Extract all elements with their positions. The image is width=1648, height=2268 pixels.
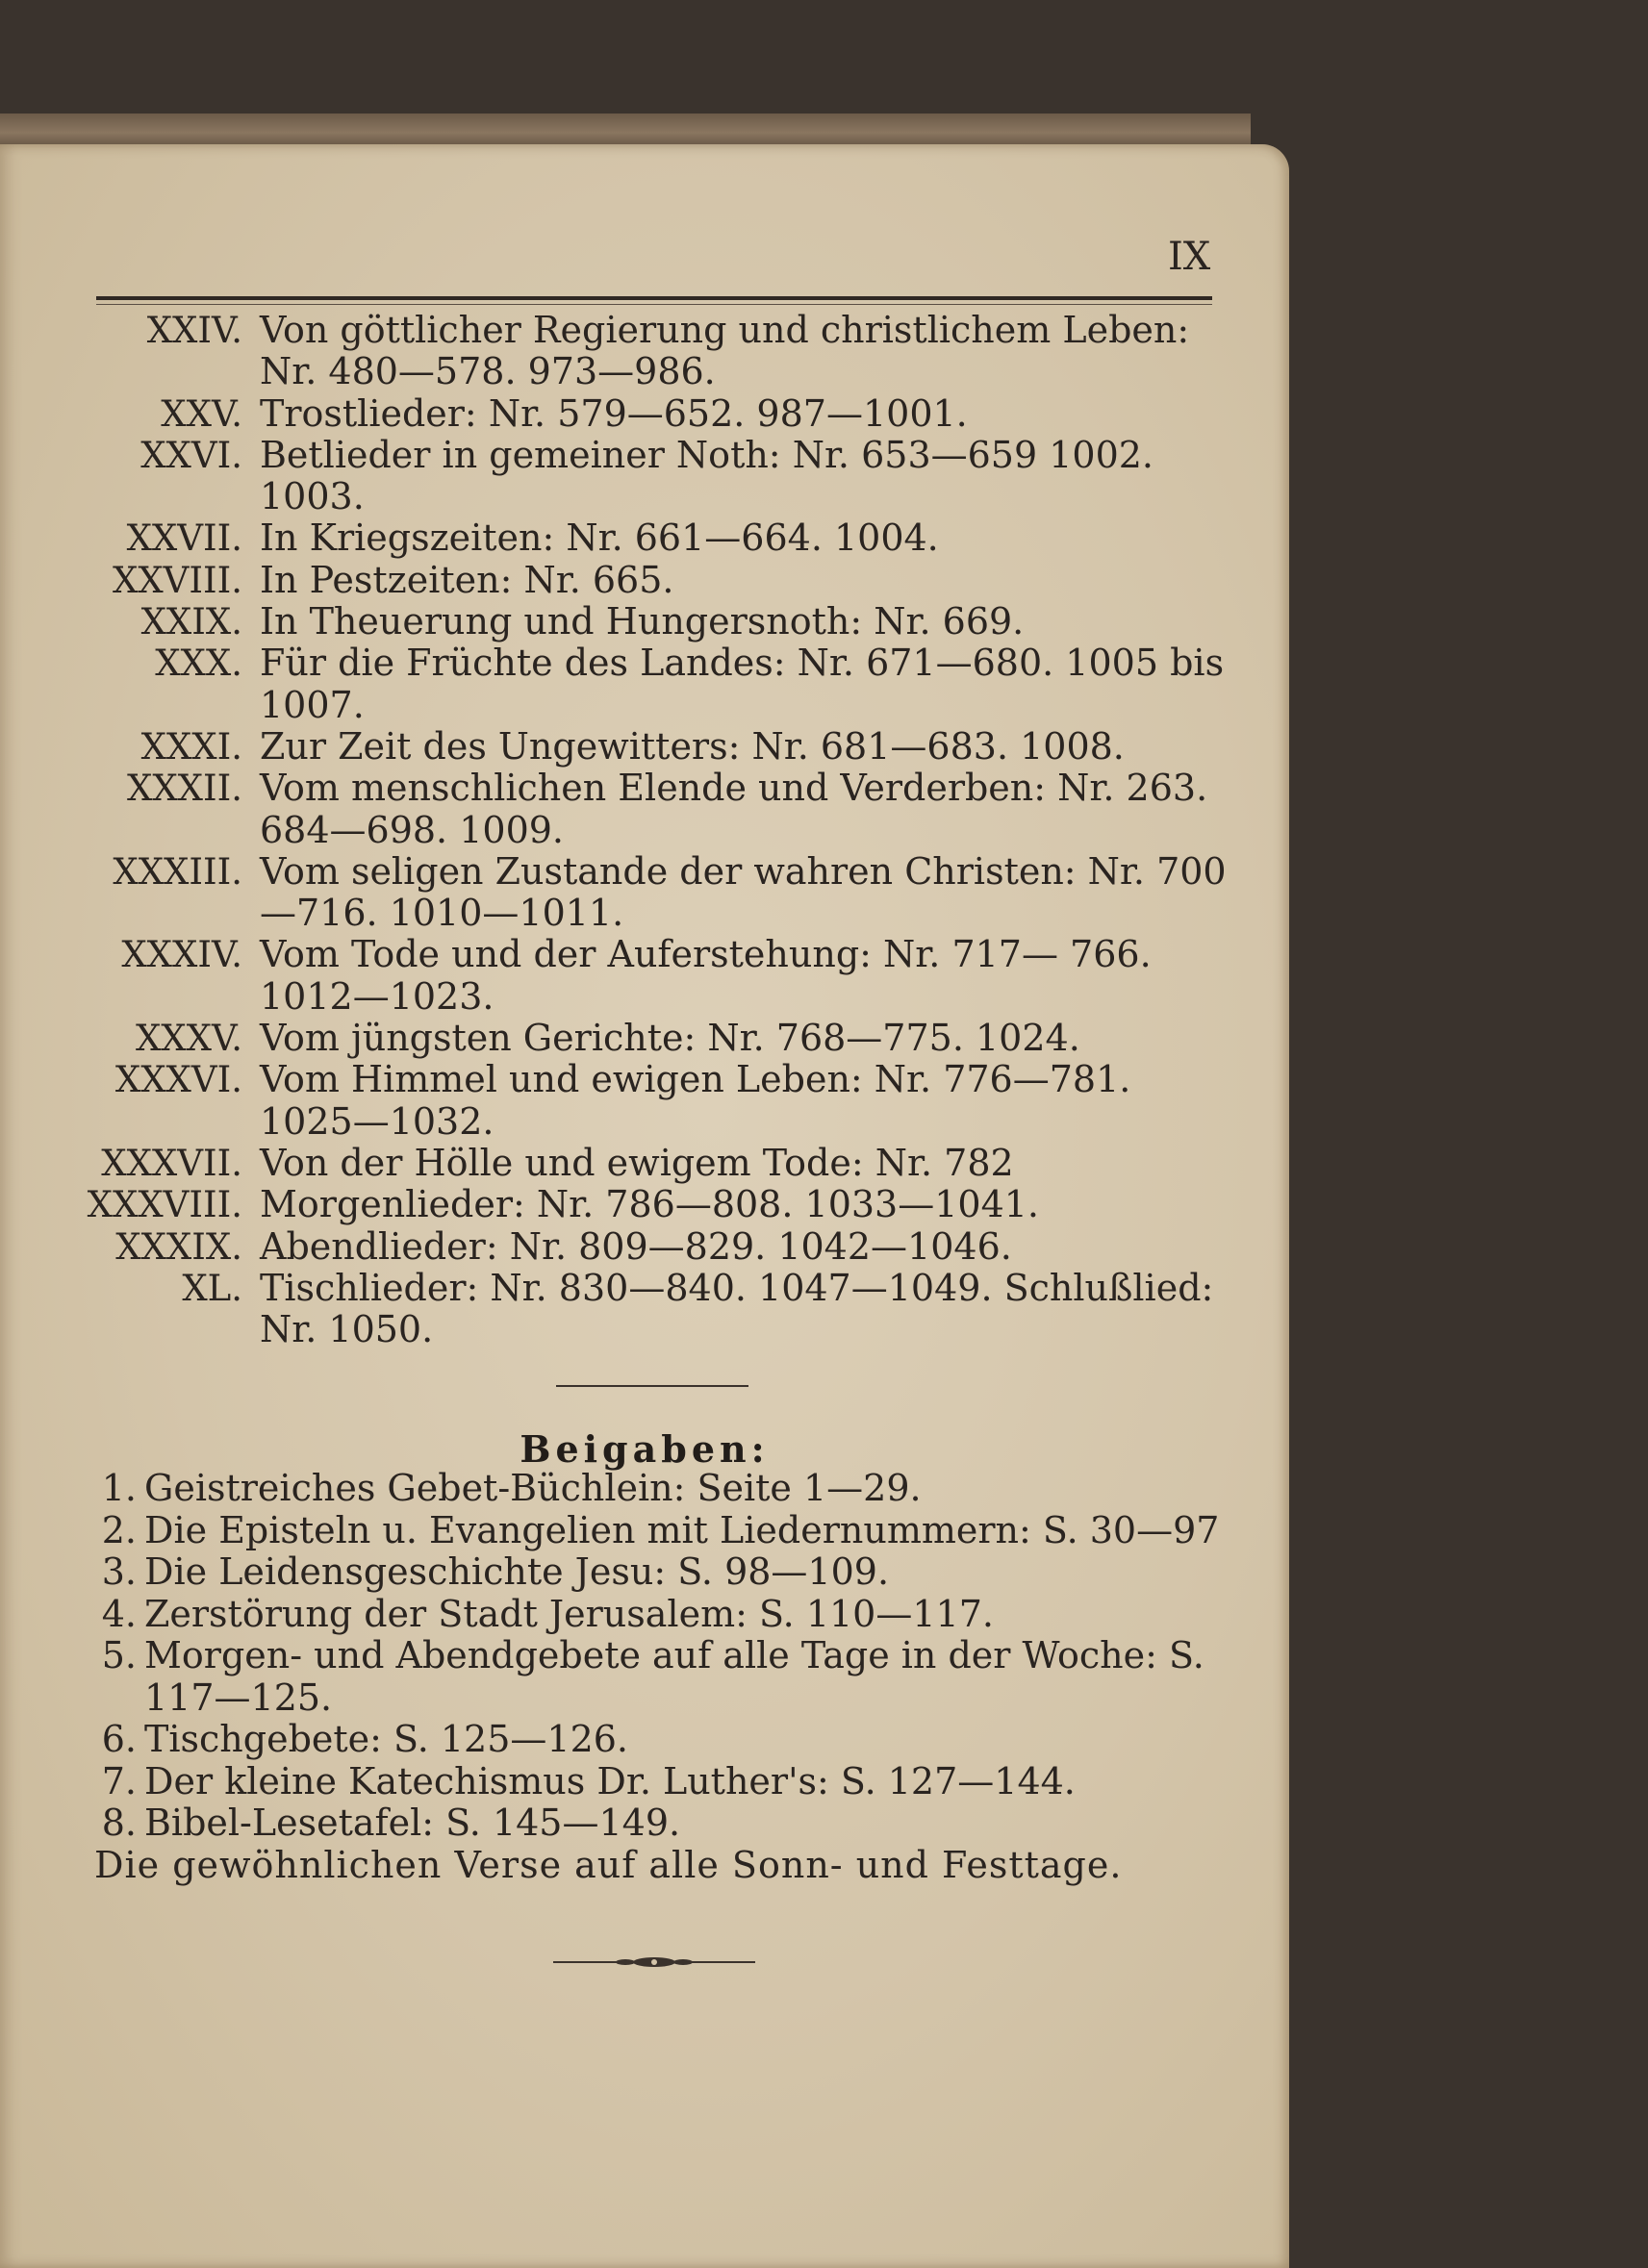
toc-entry-number: XXXIX. — [115, 1225, 242, 1268]
toc-entry-number: XXXII. — [126, 768, 242, 810]
beigaben-item-text: Die Episteln u. Evangelien mit Liedernummern: S. 30—97 — [144, 1508, 1220, 1551]
toc-entry-text: Morgenlieder: Nr. 786—808. 1033—1041. — [260, 1183, 1040, 1226]
toc-entry-number: XXIV. — [146, 310, 242, 351]
ornament-divider — [548, 1943, 760, 1981]
beigaben-item-number: 6. — [101, 1718, 137, 1760]
page-number: IX — [1168, 235, 1211, 279]
toc-entry-number: XXX. — [155, 643, 242, 685]
toc-entry-text: Für die Früchte des Landes: Nr. 671—680. 1005 bis 1007. — [260, 642, 1225, 726]
beigaben-item-number: 2. — [101, 1508, 137, 1551]
toc-entry-text: Vom menschlichen Elende und Verderben: Nr. 263. 684—698. 1009. — [260, 767, 1208, 851]
toc-entry-text: Vom jüngsten Gerichte: Nr. 768—775. 1024. — [260, 1017, 1080, 1060]
toc-entry-number: XXV. — [161, 392, 242, 435]
beigaben-item — [0, 1802, 1251, 1845]
toc-entry-text: Trostlieder: Nr. 579—652. 987—1001. — [260, 391, 968, 435]
beigaben-item-text: Tischgebete: S. 125—126. — [144, 1718, 628, 1760]
toc-entry-number: XL. — [182, 1267, 242, 1309]
toc-entry — [0, 310, 1251, 393]
beigaben-item — [0, 1551, 1251, 1594]
toc-entry-number: XXXVI. — [114, 1059, 242, 1101]
toc-entry-text: Von göttlicher Regierung und christlichem Leben: Nr. 480—578. 973—986. — [260, 309, 1190, 393]
toc-entry — [0, 1018, 1251, 1059]
beigaben-heading: Beigaben: — [520, 1427, 770, 1471]
top-rule-thin — [96, 304, 1212, 305]
beigaben-item — [0, 1761, 1251, 1803]
toc-entry — [0, 1059, 1251, 1143]
toc-entry — [0, 851, 1251, 935]
toc-entry-text: Betlieder in gemeiner Noth: Nr. 653—659 1002. 1003. — [260, 433, 1154, 518]
toc-entry-text: Zur Zeit des Ungewitters: Nr. 681—683. 1008. — [260, 724, 1125, 768]
toc-entry — [0, 1226, 1251, 1268]
toc-entry-number: XXXI. — [140, 725, 242, 768]
toc-entry-text: Von der Hölle und ewigem Tode: Nr. 782 — [260, 1141, 1014, 1184]
beigaben-item — [0, 1719, 1251, 1761]
toc-entry — [0, 435, 1251, 518]
toc-entry-number: XXXIII. — [113, 850, 242, 893]
toc-entry-text: Vom Himmel und ewigen Leben: Nr. 776—781. 1025—1032. — [260, 1058, 1131, 1143]
toc-entry-text: In Kriegszeiten: Nr. 661—664. 1004. — [260, 517, 939, 560]
toc-entry-text: Vom Tode und der Auferstehung: Nr. 717— 766. 1012—1023. — [260, 933, 1152, 1018]
toc-entry — [0, 393, 1251, 435]
toc-entry — [0, 517, 1251, 559]
beigaben-item-text: Zerstörung der Stadt Jerusalem: S. 110—117. — [144, 1592, 994, 1635]
toc-entry — [0, 560, 1251, 601]
toc-entry-number: XXVIII. — [112, 559, 242, 601]
beigaben-item — [0, 1468, 1251, 1510]
toc-entry-number: XXXVII. — [101, 1142, 242, 1184]
beigaben-item — [0, 1594, 1251, 1636]
beigaben-item-text: Bibel-Lesetafel: S. 145—149. — [144, 1802, 681, 1844]
closing-line: Die gewöhnlichen Verse auf alle Sonn- und Festtage. — [94, 1843, 1123, 1886]
beigaben-item-number: 3. — [101, 1550, 137, 1593]
ornament-flourish-icon — [548, 1943, 760, 1981]
toc-entry — [0, 768, 1251, 851]
beigaben-item-number: 8. — [101, 1802, 137, 1844]
toc-entry-text: In Pestzeiten: Nr. 665. — [260, 558, 674, 601]
table-of-contents — [0, 310, 1251, 1350]
toc-entry-number: XXIX. — [140, 601, 242, 643]
toc-entry-number: XXXVIII. — [87, 1184, 242, 1226]
toc-entry-number: XXVI. — [140, 434, 242, 476]
toc-entry — [0, 601, 1251, 643]
toc-entry-text: Vom seligen Zustande der wahren Christen: Nr. 700—716. 1010—1011. — [260, 849, 1227, 935]
beigaben-item-number: 7. — [101, 1759, 137, 1802]
toc-entry — [0, 726, 1251, 768]
toc-entry — [0, 1268, 1251, 1351]
beigaben-list — [0, 1468, 1251, 1886]
toc-entry — [0, 934, 1251, 1018]
toc-entry-number: XXXV. — [135, 1018, 242, 1060]
beigaben-item — [0, 1510, 1251, 1552]
beigaben-item-text: Der kleine Katechismus Dr. Luther's: S. 127—144. — [144, 1759, 1076, 1802]
beigaben-item-text: Morgen- und Abendgebete auf alle Tage in der Woche: S. 117—125. — [144, 1634, 1204, 1719]
beigaben-item-number: 5. — [101, 1634, 137, 1676]
toc-entry-text: In Theuerung und Hungersnoth: Nr. 669. — [260, 600, 1025, 643]
toc-entry-number: XXVII. — [126, 517, 242, 560]
toc-entry-text: Abendlieder: Nr. 809—829. 1042—1046. — [260, 1224, 1012, 1268]
top-rule — [96, 296, 1212, 300]
toc-entry — [0, 643, 1251, 726]
beigaben-item-text: Die Leidensgeschichte Jesu: S. 98—109. — [144, 1550, 890, 1593]
toc-entry-text: Tischlieder: Nr. 830—840. 1047—1049. Schlußlied: Nr. 1050. — [260, 1266, 1214, 1351]
section-divider — [556, 1385, 748, 1387]
beigaben-item-text: Geistreiches Gebet-Büchlein: Seite 1—29. — [144, 1467, 922, 1509]
toc-entry — [0, 1143, 1251, 1184]
toc-entry-number: XXXIV. — [121, 934, 242, 976]
toc-entry — [0, 1184, 1251, 1225]
beigaben-item-number: 4. — [101, 1592, 137, 1635]
beigaben-item-number: 1. — [101, 1467, 137, 1509]
beigaben-item — [0, 1635, 1251, 1719]
